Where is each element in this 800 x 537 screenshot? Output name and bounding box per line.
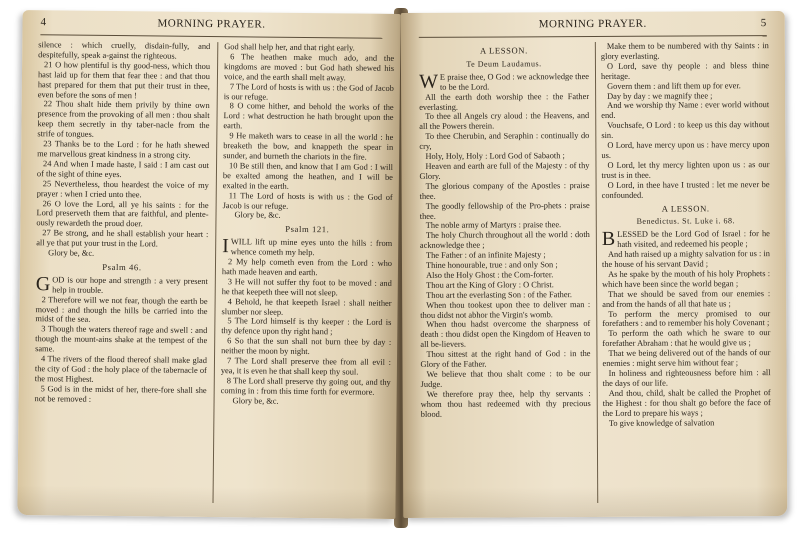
verse-paragraph bbox=[221, 336, 391, 358]
verse-paragraph bbox=[420, 319, 590, 350]
left-page bbox=[17, 10, 400, 519]
left-column-1 bbox=[33, 40, 210, 507]
paragraph-text: LESSED be the Lord God of Israel : for he hath visited, and redeemed his people ; bbox=[617, 229, 770, 250]
right-column-2 bbox=[601, 41, 771, 507]
verse-paragraph bbox=[38, 60, 210, 101]
paragraph-text: OD is our hope and strength : a very present help in trouble. bbox=[52, 275, 208, 295]
verse-paragraph bbox=[602, 180, 770, 201]
paragraph-text: Day by day : we magnify thee ; bbox=[607, 90, 713, 101]
verse-paragraph bbox=[35, 384, 207, 406]
verse-paragraph bbox=[602, 229, 770, 250]
paragraph-text: 6 The heathen make much ado, and the kingdoms are moved : but God hath shewed his voice, and the earth shall melt away. bbox=[223, 52, 395, 83]
drop-capital: B bbox=[601, 228, 616, 251]
paragraph-text: And we worship thy Name : ever world without end. bbox=[601, 100, 770, 121]
paragraph-text: God shall help her, and that right early. bbox=[224, 42, 355, 53]
paragraph-text: Make them to be numbered with thy Saints : in glory everlasting. bbox=[600, 41, 769, 61]
paragraph-text: 3 Though the waters thereof rage and swell : and though the mount-ains shake at the tempest of the same. bbox=[35, 324, 208, 354]
verse-paragraph bbox=[223, 191, 393, 213]
paragraph-text: 26 O love the Lord, all ye his saints : for the Lord preserveth them that are faithful, and plente-ously rewardeth the proud doer. bbox=[36, 198, 209, 229]
paragraph-text: To perform the mercy promised to our forefathers : and to remember his holy Covenant ; bbox=[602, 308, 771, 329]
right-head-rule bbox=[419, 35, 767, 38]
paragraph-text: Holy, Holy, Holy : Lord God of Sabaoth ; bbox=[425, 151, 565, 161]
left-column-2 bbox=[219, 42, 394, 509]
paragraph-text: When thou hadst overcome the sharpness of death : thou didst open the Kingdom of Heaven to all be-lievers. bbox=[420, 319, 591, 350]
verse-paragraph bbox=[603, 418, 771, 429]
paragraph-text: O Lord, save thy people : and bless thine heritage. bbox=[600, 60, 769, 81]
verse-paragraph bbox=[420, 230, 590, 251]
verse-paragraph bbox=[35, 325, 207, 357]
gloria-line bbox=[221, 396, 391, 408]
paragraph-text: That we being delivered out of the hands of our enemies : might serve him without fear ; bbox=[602, 348, 771, 369]
verse-paragraph bbox=[222, 277, 392, 299]
verse-paragraph bbox=[419, 161, 589, 182]
paragraph-text: We therefore pray thee, help thy servants : whom thou hast redeemed with thy precious blood. bbox=[420, 388, 591, 419]
verse-paragraph bbox=[419, 92, 589, 113]
paragraph-text: In holiness and righteousness before him : all the days of our life. bbox=[602, 368, 771, 388]
verse-paragraph bbox=[224, 52, 394, 83]
verse-paragraph bbox=[224, 82, 394, 104]
paragraph-text: The Father : of an infinite Majesty ; bbox=[425, 250, 546, 261]
paragraph-text: Govern them : and lift them up for ever. bbox=[607, 80, 741, 91]
paragraph-text: Glory be, &c. bbox=[48, 248, 95, 258]
paragraph-text: Glory be, &c. bbox=[234, 210, 281, 221]
paragraph-text: 24 And when I made haste, I said : I am cast out of the sight of thine eyes. bbox=[36, 159, 210, 179]
verse-paragraph bbox=[222, 257, 392, 279]
paragraph-text: E praise thee, O God : we acknowledge thee to be the Lord. bbox=[439, 71, 590, 92]
verse-paragraph bbox=[601, 120, 769, 141]
paragraph-text: Thou art the everlasting Son : of the Father. bbox=[426, 289, 573, 300]
verse-paragraph bbox=[36, 228, 208, 250]
verse-paragraph bbox=[602, 309, 770, 330]
paragraph-text: 27 Be strong, and he shall establish your heart : all ye that put your trust in the Lord. bbox=[36, 228, 209, 249]
paragraph-text: 8 O come hither, and behold the works of the Lord : what destruction he hath brought upon the earth. bbox=[223, 101, 394, 131]
paragraph-text: 5 God is in the midst of her, there-fore shall she not be removed : bbox=[34, 384, 207, 404]
verse-paragraph bbox=[420, 201, 590, 222]
paragraph-text: Te Deum Laudamus. bbox=[466, 59, 542, 69]
right-page-number: 5 bbox=[760, 17, 767, 30]
drop-capital: I bbox=[222, 235, 229, 258]
verse-paragraph bbox=[37, 179, 209, 201]
paragraph-text: Heaven and earth are full of the Majesty : of thy Glory. bbox=[419, 160, 590, 181]
paragraph-text: WILL lift up mine eyes unto the hills : from whence cometh my help. bbox=[230, 237, 393, 258]
paragraph-text: To give knowledge of salvation bbox=[608, 417, 715, 428]
paragraph-text: 3 He will not suffer thy foot to be moved : and he that keepeth thee will not sleep. bbox=[221, 277, 392, 298]
paragraph-text: O Lord, have mercy upon us : have mercy upon us. bbox=[601, 140, 770, 160]
section-subheading bbox=[602, 216, 770, 227]
paragraph-text: When thou tookest upon thee to deliver man : thou didst not abhor the Virgin's womb. bbox=[420, 299, 591, 320]
gloria-line bbox=[36, 248, 208, 260]
verse-paragraph bbox=[419, 111, 589, 132]
paragraph-text: Thine honourable, true : and only Son ; bbox=[425, 260, 558, 270]
paragraph-text: That we should be saved from our enemies : and from the hands of all that hate us ; bbox=[602, 288, 771, 309]
verse-paragraph bbox=[601, 101, 769, 122]
verse-paragraph bbox=[601, 41, 769, 62]
verse-paragraph bbox=[601, 61, 769, 82]
paragraph-text: A LESSON. bbox=[661, 202, 710, 214]
paragraph-text: 9 He maketh wars to cease in all the world : he breaketh the bow, and knappeth the spear in sunder, and burneth the chariots in the fire. bbox=[223, 131, 394, 162]
verse-paragraph bbox=[602, 289, 770, 310]
verse-paragraph bbox=[37, 159, 209, 181]
verse-paragraph bbox=[36, 199, 208, 231]
section-subheading bbox=[419, 59, 589, 70]
left-column-divider bbox=[213, 42, 219, 503]
paragraph-text: 21 O how plentiful is thy good-ness, which thou hast laid up for them that fear thee : and that thou hast prepared for them that put their trust in thee, even before the sons of men ! bbox=[37, 60, 211, 100]
gloria-line bbox=[222, 211, 392, 223]
paragraph-text: The glorious company of the Apostles : praise thee. bbox=[419, 180, 590, 201]
paragraph-text: And hath raised up a mighty salvation for us : in the house of his servant David ; bbox=[601, 249, 770, 269]
drop-capital: G bbox=[35, 273, 51, 296]
right-page-shade bbox=[403, 486, 787, 518]
right-page bbox=[401, 11, 788, 518]
paragraph-text: 25 Nevertheless, thou heardest the voice of my prayer : when I cried unto thee. bbox=[36, 178, 209, 199]
verse-paragraph bbox=[420, 349, 590, 370]
paragraph-text: Benedictus. St. Luke i. 68. bbox=[636, 216, 735, 227]
paragraph-text: O Lord, in thee have I trusted : let me never be confounded. bbox=[601, 179, 770, 200]
right-running-head bbox=[419, 17, 767, 35]
paragraph-text: 22 Thou shalt hide them privily by thine own presence from the provoking of all men : thou shalt keep them secretly in thy taber-nacle from the strife of tongues. bbox=[37, 99, 210, 139]
right-column-divider bbox=[595, 42, 598, 503]
left-running-head bbox=[40, 16, 382, 36]
verse-paragraph bbox=[601, 140, 769, 161]
paragraph-text: 2 Therefore will we not fear, though the earth be moved : and though the hills be carried into the midst of the sea. bbox=[35, 294, 208, 325]
verse-paragraph bbox=[36, 275, 208, 297]
paragraph-text: 11 The Lord of hosts is with us : the God of Jacob is our refuge. bbox=[222, 190, 393, 211]
paragraph-text: Glory be, &c. bbox=[232, 395, 279, 406]
paragraph-text: A LESSON. bbox=[479, 45, 528, 56]
right-column-1 bbox=[419, 42, 591, 508]
verse-paragraph bbox=[221, 317, 391, 339]
left-page-number: 4 bbox=[40, 16, 47, 29]
section-heading bbox=[222, 224, 392, 236]
paragraph-text: The goodly fellowship of the Pro-phets : praise thee. bbox=[419, 200, 590, 221]
verse-paragraph bbox=[603, 388, 771, 419]
verse-paragraph bbox=[421, 369, 591, 390]
paragraph-text: Thou art the King of Glory : O Christ. bbox=[426, 280, 554, 290]
verse-paragraph bbox=[419, 72, 589, 93]
verse-paragraph bbox=[602, 249, 770, 270]
verse-paragraph bbox=[420, 300, 590, 321]
section-heading bbox=[36, 262, 208, 274]
verse-paragraph bbox=[221, 356, 391, 378]
paragraph-text: Vouchsafe, O Lord : to keep us this day without sin. bbox=[601, 120, 770, 141]
left-page-shade bbox=[17, 485, 395, 519]
paragraph-text: 7 The Lord of hosts is with us : the God of Jacob is our refuge. bbox=[223, 81, 394, 102]
verse-paragraph bbox=[37, 100, 209, 141]
paragraph-text: 8 The Lord shall preserve thy going out, and thy coming in : from this time forth for evermore. bbox=[220, 376, 391, 397]
verse-paragraph bbox=[602, 269, 770, 290]
verse-paragraph bbox=[421, 389, 591, 420]
paragraph-text: Also the Holy Ghost : the Com-forter. bbox=[426, 270, 554, 280]
verse-paragraph bbox=[601, 160, 769, 181]
verse-paragraph bbox=[38, 40, 210, 62]
verse-paragraph bbox=[223, 102, 393, 133]
verse-paragraph bbox=[222, 237, 392, 259]
paragraph-text: We believe that thou shalt come : to be our Judge. bbox=[420, 369, 591, 389]
paragraph-text: The noble army of Martyrs : praise thee. bbox=[425, 220, 562, 231]
verse-paragraph bbox=[419, 131, 589, 152]
paragraph-text: And thou, child, shalt be called the Prophet of the Highest : for thou shalt go before the face of the Lord to prepare his ways ; bbox=[602, 387, 771, 418]
verse-paragraph bbox=[223, 161, 393, 192]
paragraph-text: Thou sittest at the right hand of God : in the Glory of the Father. bbox=[420, 349, 591, 370]
right-running-title: MORNING PRAYER. bbox=[538, 17, 647, 31]
paragraph-text: 7 The Lord shall preserve thee from all evil : yea, it is even he that shall keep thy soul. bbox=[220, 356, 392, 377]
verse-paragraph bbox=[221, 376, 391, 398]
paragraph-text: 5 The Lord himself is thy keeper : the Lord is thy defence upon thy right hand ; bbox=[221, 316, 392, 337]
paragraph-text: All the earth doth worship thee : the Father everlasting. bbox=[419, 91, 590, 112]
paragraph-text: 4 Behold, he that keepeth Israel : shall neither slumber nor sleep. bbox=[221, 296, 392, 317]
paragraph-text: 6 So that the sun shall not burn thee by day : neither the moon by night. bbox=[221, 336, 392, 357]
paragraph-text: To perform the oath which he sware to our forefather Abraham : that he would give us ; bbox=[602, 328, 771, 349]
verse-paragraph bbox=[221, 297, 391, 319]
paragraph-text: silence : which cruelly, disdain-fully, and despitefully, speak a-gainst the righteous. bbox=[38, 40, 211, 61]
paragraph-text: The holy Church throughout all the world : doth acknowledge thee ; bbox=[419, 230, 590, 251]
section-heading bbox=[419, 46, 589, 57]
paragraph-text: To thee Cherubin, and Seraphin : continually do cry, bbox=[419, 131, 590, 152]
paragraph-text: 2 My help cometh even from the Lord : who hath made heaven and earth. bbox=[221, 257, 393, 278]
section-heading bbox=[602, 204, 770, 215]
open-prayer-book bbox=[10, 12, 796, 528]
verse-paragraph bbox=[420, 181, 590, 202]
verse-paragraph bbox=[35, 354, 207, 386]
verse-paragraph bbox=[223, 131, 393, 162]
verse-paragraph bbox=[35, 295, 207, 327]
paragraph-text: O Lord, let thy mercy lighten upon us : as our trust is in thee. bbox=[601, 159, 770, 180]
paragraph-text: 10 Be still then, and know that I am God : I will be exalted among the heathen, and I will be exalted in the earth. bbox=[222, 161, 394, 191]
left-running-title: MORNING PRAYER. bbox=[157, 17, 266, 31]
verse-paragraph bbox=[602, 348, 770, 369]
drop-capital: W bbox=[418, 70, 438, 93]
paragraph-text: To thee all Angels cry aloud : the Heavens, and all the Powers therein. bbox=[419, 111, 590, 132]
paragraph-text: 23 Thanks be to the Lord : for he hath shewed me marvellous great kindness in a strong city. bbox=[37, 139, 210, 160]
paragraph-text: Psalm 46. bbox=[102, 261, 142, 273]
paragraph-text: As he spake by the mouth of his holy Prophets : which have been since the world began ; bbox=[602, 269, 771, 289]
paragraph-text: 4 The rivers of the flood thereof shall make glad the city of God : the holy place of the tabernacle of the most Highest. bbox=[34, 354, 208, 384]
verse-paragraph bbox=[603, 368, 771, 389]
verse-paragraph bbox=[37, 139, 209, 161]
verse-paragraph bbox=[602, 328, 770, 349]
paragraph-text: Psalm 121. bbox=[285, 224, 330, 235]
